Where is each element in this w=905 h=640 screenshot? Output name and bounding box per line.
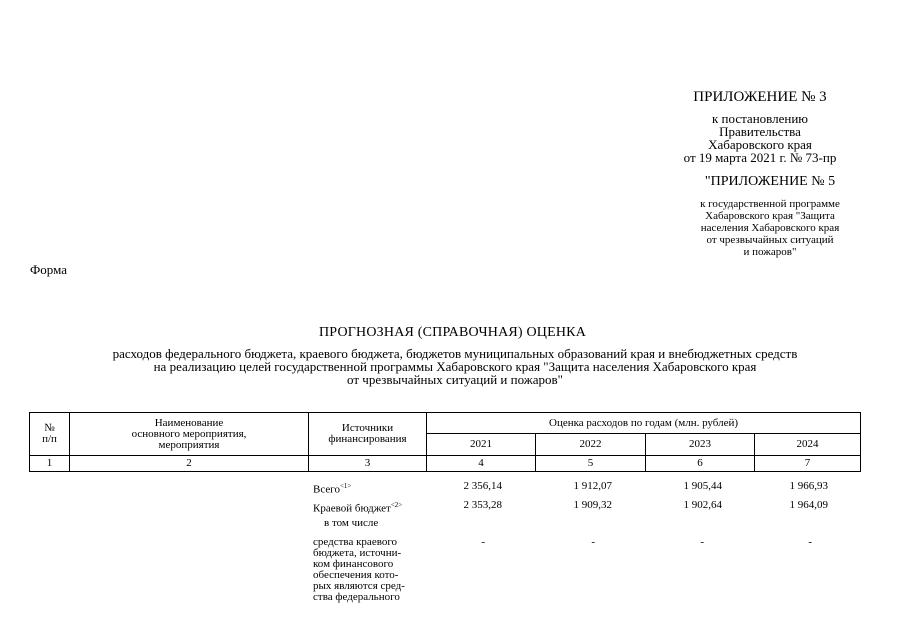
source-line: ком финансового: [313, 558, 394, 570]
column-number: 1: [30, 456, 70, 472]
header-number-abbr: п/п: [42, 433, 57, 445]
header-year: 2024: [755, 434, 861, 456]
column-number: 2: [70, 456, 309, 472]
column-number: 7: [755, 456, 861, 472]
header-estimate: Оценка расходов по годам (млн. рублей): [427, 413, 861, 434]
value-2022: 1 912,07: [573, 480, 612, 492]
subtitle-line: на реализацию целей государственной программы Хабаровского края "Защита населения Хабаровского края: [153, 359, 757, 374]
header-name: [70, 413, 309, 456]
source-line: ства федерального: [313, 591, 400, 603]
annex3-heading: ПРИЛОЖЕНИЕ № 3: [693, 89, 827, 105]
annex3-block: [660, 91, 860, 164]
column-number: 3: [309, 456, 427, 472]
source-cell: [313, 481, 423, 496]
form-label: Форма: [30, 262, 67, 277]
header-year: 2023: [646, 434, 755, 456]
footnote-mark: <2>: [390, 501, 403, 509]
annex5-heading: "ПРИЛОЖЕНИЕ № 5: [704, 174, 836, 189]
column-number: 6: [646, 456, 755, 472]
value-2024: -: [808, 536, 812, 548]
value-2023: -: [700, 536, 704, 548]
value-2022: 1 909,32: [573, 499, 612, 511]
header-name-line: мероприятия: [158, 438, 220, 451]
source-line: обеспечения кото-: [313, 569, 399, 581]
subtitle-line: расходов федерального бюджета, краевого бюджета, бюджетов муниципальных образований края и внебюджетных средств: [112, 346, 798, 361]
value-2023: 1 905,44: [683, 480, 722, 492]
source-line: рых являются сред-: [313, 580, 405, 592]
source-label: Краевой бюджет: [313, 502, 391, 515]
annex3-line: Правительства: [719, 124, 801, 139]
column-number: 5: [536, 456, 646, 472]
value-2023: 1 902,64: [683, 499, 722, 511]
source-line: средства краевого: [313, 536, 398, 548]
value-2021: 2 353,28: [463, 499, 502, 511]
annex5-line: населения Хабаровского края: [700, 222, 840, 234]
value-2021: 2 356,14: [463, 480, 502, 492]
document-title: ПРОГНОЗНАЯ (СПРАВОЧНАЯ) ОЦЕНКА: [318, 325, 587, 340]
value-2022: -: [591, 536, 595, 548]
header-name-line: Наименование: [154, 416, 224, 429]
footnote-mark: <1>: [339, 482, 352, 490]
header-name-line: основного мероприятия,: [131, 427, 247, 440]
header-number: [30, 413, 70, 456]
annex5-line: Хабаровского края "Защита: [705, 210, 835, 222]
value-2021: -: [481, 536, 485, 548]
annex3-line: Хабаровского края: [708, 137, 812, 152]
header-source-line: Источники: [341, 422, 394, 434]
subtitle-line: от чрезвычайных ситуаций и пожаров": [347, 372, 563, 387]
value-2024: 1 966,93: [789, 480, 828, 492]
annex5-line: от чрезвычайных ситуаций: [706, 234, 834, 246]
source-line: бюджета, источни-: [313, 547, 402, 559]
annex5-line: и пожаров": [743, 246, 797, 258]
annex3-line: к постановлению: [711, 111, 809, 126]
header-year: 2022: [536, 434, 646, 456]
annex5-block: [670, 176, 870, 258]
annex3-line: от 19 марта 2021 г. № 73-пр: [683, 150, 837, 165]
annex5-line: к государственной программе: [700, 198, 840, 210]
expense-table-header: [29, 412, 861, 472]
document-subtitle: [40, 347, 870, 386]
source-label: Всего: [313, 483, 340, 496]
column-number: 4: [427, 456, 536, 472]
header-number-symbol: №: [44, 422, 55, 434]
header-year: 2021: [427, 434, 536, 456]
source-cell: [313, 500, 423, 515]
value-2024: 1 964,09: [789, 499, 828, 511]
including-label: в том числе: [324, 517, 379, 529]
header-source: [309, 413, 427, 456]
header-source-line: финансирования: [328, 433, 407, 445]
